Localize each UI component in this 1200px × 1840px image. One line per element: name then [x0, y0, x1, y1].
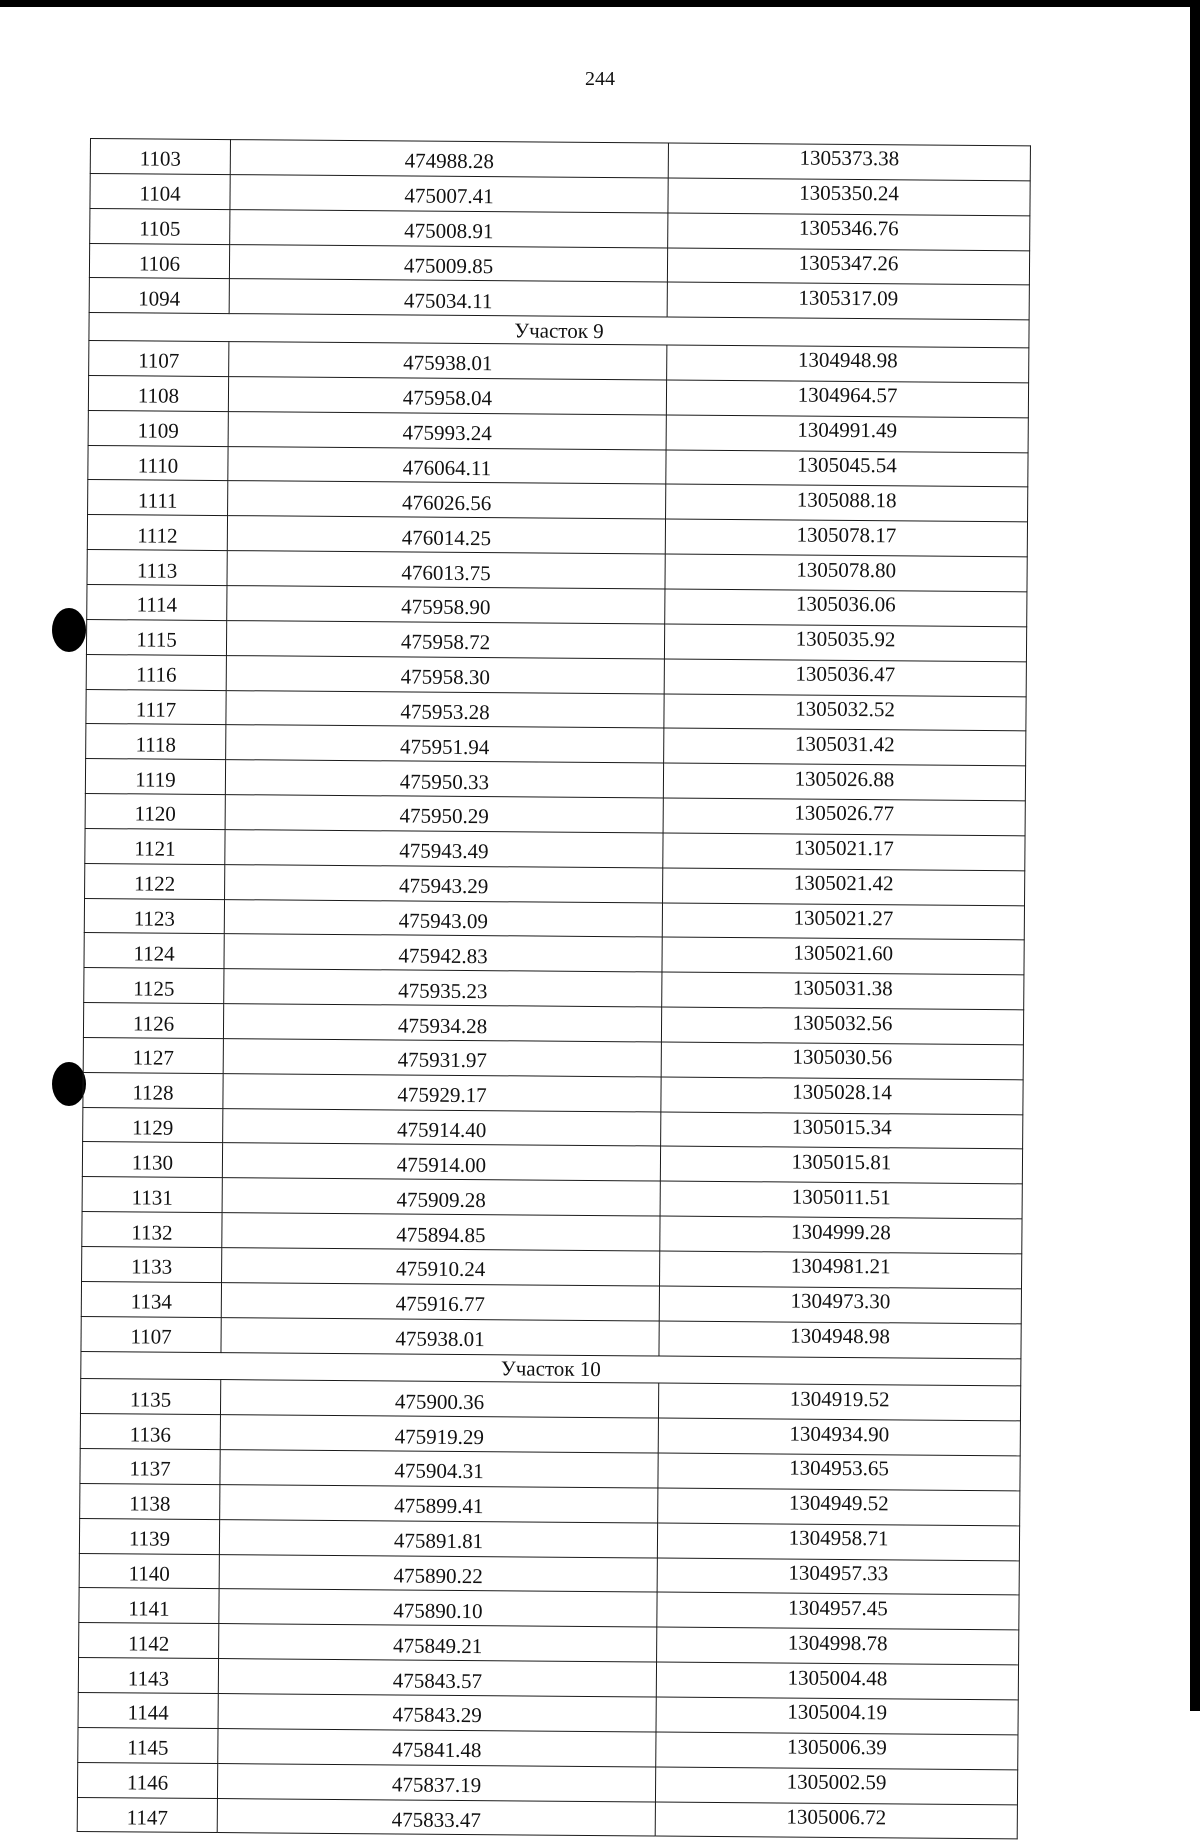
x-coordinate-cell: 475934.28 [223, 1004, 661, 1042]
y-coordinate-cell: 1304957.45 [657, 1592, 1019, 1630]
x-coordinate-cell: 475890.10 [219, 1589, 657, 1627]
table-row [77, 1797, 1017, 1839]
y-coordinate-cell: 1304953.65 [658, 1453, 1020, 1491]
x-coordinate-cell: 474988.28 [230, 140, 668, 178]
x-coordinate-cell: 475034.11 [229, 279, 667, 317]
y-coordinate-cell: 1305006.39 [656, 1732, 1018, 1770]
point-number-cell: 1111 [88, 480, 228, 516]
y-coordinate-cell: 1305021.27 [662, 903, 1024, 941]
y-coordinate-cell: 1305026.77 [663, 798, 1025, 836]
coordinates-table [77, 138, 1031, 1840]
y-coordinate-cell: 1305031.38 [662, 972, 1024, 1010]
point-number-cell: 1118 [86, 724, 226, 760]
x-coordinate-cell: 475843.29 [218, 1694, 656, 1732]
point-number-cell: 1119 [85, 759, 225, 795]
x-coordinate-cell: 475950.33 [225, 760, 663, 798]
point-number-cell: 1128 [83, 1072, 223, 1108]
y-coordinate-cell: 1304958.71 [657, 1523, 1019, 1561]
x-coordinate-cell: 475849.21 [219, 1624, 657, 1662]
y-coordinate-cell: 1305036.06 [665, 589, 1027, 627]
x-coordinate-cell: 475894.85 [222, 1213, 660, 1251]
x-coordinate-cell: 475943.29 [225, 864, 663, 902]
x-coordinate-cell: 475899.41 [220, 1484, 658, 1522]
scan-edge-right [1190, 0, 1200, 1711]
x-coordinate-cell: 475958.04 [228, 377, 666, 415]
y-coordinate-cell: 1305028.14 [661, 1077, 1023, 1115]
point-number-cell: 1110 [88, 445, 228, 481]
y-coordinate-cell: 1305030.56 [661, 1042, 1023, 1080]
x-coordinate-cell: 475914.40 [223, 1108, 661, 1146]
point-number-cell: 1125 [84, 968, 224, 1004]
x-coordinate-cell: 475938.01 [221, 1317, 659, 1355]
point-number-cell: 1140 [79, 1553, 219, 1589]
y-coordinate-cell: 1305078.17 [665, 519, 1027, 557]
x-coordinate-cell: 475943.09 [224, 899, 662, 937]
point-number-cell: 1094 [89, 278, 229, 314]
page-number: 244 [585, 68, 615, 90]
y-coordinate-cell: 1305078.80 [665, 554, 1027, 592]
y-coordinate-cell: 1305031.42 [664, 728, 1026, 766]
x-coordinate-cell: 475904.31 [220, 1450, 658, 1488]
y-coordinate-cell: 1305346.76 [668, 213, 1030, 251]
point-number-cell: 1127 [83, 1037, 223, 1073]
point-number-cell: 1107 [89, 341, 229, 377]
point-number-cell: 1139 [79, 1518, 219, 1554]
x-coordinate-cell: 475900.36 [220, 1380, 658, 1418]
point-number-cell: 1143 [78, 1658, 218, 1694]
y-coordinate-cell: 1305035.92 [664, 624, 1026, 662]
y-coordinate-cell: 1304991.49 [666, 415, 1028, 453]
y-coordinate-cell: 1304998.78 [657, 1627, 1019, 1665]
point-number-cell: 1124 [84, 933, 224, 969]
point-number-cell: 1115 [86, 619, 226, 655]
x-coordinate-cell: 475942.83 [224, 934, 662, 972]
y-coordinate-cell: 1304949.52 [658, 1488, 1020, 1526]
point-number-cell: 1146 [77, 1762, 217, 1798]
x-coordinate-cell: 475929.17 [223, 1073, 661, 1111]
point-number-cell: 1107 [81, 1316, 221, 1352]
y-coordinate-cell: 1305004.19 [656, 1697, 1018, 1735]
y-coordinate-cell: 1304948.98 [667, 345, 1029, 383]
x-coordinate-cell: 475958.30 [226, 655, 664, 693]
x-coordinate-cell: 475958.90 [227, 586, 665, 624]
point-number-cell: 1144 [78, 1692, 218, 1728]
point-number-cell: 1121 [85, 828, 225, 864]
point-number-cell: 1131 [82, 1177, 222, 1213]
x-coordinate-cell: 475935.23 [224, 969, 662, 1007]
x-coordinate-cell: 475943.49 [225, 829, 663, 867]
x-coordinate-cell: 476014.25 [227, 516, 665, 554]
scan-edge-top [0, 0, 1200, 7]
y-coordinate-cell: 1304981.21 [660, 1251, 1022, 1289]
point-number-cell: 1106 [89, 243, 229, 279]
x-coordinate-cell: 475914.00 [222, 1143, 660, 1181]
point-number-cell: 1103 [90, 139, 230, 175]
point-number-cell: 1141 [79, 1588, 219, 1624]
y-coordinate-cell: 1305317.09 [667, 282, 1029, 320]
y-coordinate-cell: 1305011.51 [660, 1181, 1022, 1219]
point-number-cell: 1114 [87, 584, 227, 620]
point-number-cell: 1108 [88, 375, 228, 411]
point-number-cell: 1112 [87, 515, 227, 551]
point-number-cell: 1133 [82, 1246, 222, 1282]
y-coordinate-cell: 1305006.72 [655, 1801, 1017, 1839]
y-coordinate-cell: 1305373.38 [668, 143, 1030, 181]
x-coordinate-cell: 475953.28 [226, 690, 664, 728]
x-coordinate-cell: 476026.56 [228, 481, 666, 519]
x-coordinate-cell: 475958.72 [226, 620, 664, 658]
y-coordinate-cell: 1305347.26 [667, 248, 1029, 286]
y-coordinate-cell: 1305088.18 [666, 484, 1028, 522]
x-coordinate-cell: 475843.57 [218, 1659, 656, 1697]
x-coordinate-cell: 475916.77 [221, 1282, 659, 1320]
point-number-cell: 1123 [84, 898, 224, 934]
y-coordinate-cell: 1304948.98 [659, 1321, 1021, 1359]
point-number-cell: 1104 [90, 173, 230, 209]
x-coordinate-cell: 475833.47 [217, 1798, 655, 1836]
coordinates-table-body [77, 139, 1030, 1840]
x-coordinate-cell: 475837.19 [217, 1763, 655, 1801]
x-coordinate-cell: 476064.11 [228, 446, 666, 484]
point-number-cell: 1113 [87, 550, 227, 586]
point-number-cell: 1130 [82, 1142, 222, 1178]
y-coordinate-cell: 1304964.57 [666, 380, 1028, 418]
punch-hole [52, 1062, 86, 1106]
x-coordinate-cell: 475009.85 [229, 244, 667, 282]
x-coordinate-cell: 475890.22 [219, 1554, 657, 1592]
y-coordinate-cell: 1305002.59 [655, 1767, 1017, 1805]
section-label: Участок 9 [89, 313, 1029, 348]
point-number-cell: 1142 [79, 1623, 219, 1659]
y-coordinate-cell: 1304973.30 [659, 1286, 1021, 1324]
y-coordinate-cell: 1305021.42 [663, 868, 1025, 906]
x-coordinate-cell: 475891.81 [219, 1519, 657, 1557]
point-number-cell: 1138 [80, 1483, 220, 1519]
point-number-cell: 1105 [90, 208, 230, 244]
point-number-cell: 1135 [80, 1379, 220, 1415]
y-coordinate-cell: 1304957.33 [657, 1558, 1019, 1596]
x-coordinate-cell: 475910.24 [222, 1248, 660, 1286]
point-number-cell: 1126 [83, 1003, 223, 1039]
x-coordinate-cell: 475931.97 [223, 1039, 661, 1077]
y-coordinate-cell: 1305032.52 [664, 694, 1026, 732]
x-coordinate-cell: 475841.48 [218, 1728, 656, 1766]
y-coordinate-cell: 1304999.28 [660, 1216, 1022, 1254]
punch-hole [52, 608, 86, 652]
coordinates-table-wrapper [77, 138, 1030, 1840]
point-number-cell: 1109 [88, 410, 228, 446]
x-coordinate-cell: 475909.28 [222, 1178, 660, 1216]
y-coordinate-cell: 1305045.54 [666, 450, 1028, 488]
point-number-cell: 1116 [86, 654, 226, 690]
y-coordinate-cell: 1305015.81 [660, 1146, 1022, 1184]
y-coordinate-cell: 1305026.88 [663, 763, 1025, 801]
point-number-cell: 1145 [78, 1727, 218, 1763]
point-number-cell: 1132 [82, 1212, 222, 1248]
point-number-cell: 1137 [80, 1449, 220, 1485]
y-coordinate-cell: 1305015.34 [661, 1112, 1023, 1150]
x-coordinate-cell: 475950.29 [225, 795, 663, 833]
y-coordinate-cell: 1305036.47 [664, 659, 1026, 697]
x-coordinate-cell: 475938.01 [229, 342, 667, 380]
y-coordinate-cell: 1305021.60 [662, 937, 1024, 975]
y-coordinate-cell: 1304919.52 [658, 1383, 1020, 1421]
point-number-cell: 1147 [77, 1797, 217, 1833]
point-number-cell: 1134 [81, 1281, 221, 1317]
x-coordinate-cell: 475993.24 [228, 411, 666, 449]
y-coordinate-cell: 1305350.24 [668, 178, 1030, 216]
x-coordinate-cell: 475008.91 [230, 209, 668, 247]
y-coordinate-cell: 1304934.90 [658, 1418, 1020, 1456]
point-number-cell: 1117 [86, 689, 226, 725]
y-coordinate-cell: 1305021.17 [663, 833, 1025, 871]
y-coordinate-cell: 1305032.56 [661, 1007, 1023, 1045]
point-number-cell: 1122 [85, 863, 225, 899]
point-number-cell: 1136 [80, 1414, 220, 1450]
x-coordinate-cell: 475951.94 [226, 725, 664, 763]
point-number-cell: 1129 [83, 1107, 223, 1143]
x-coordinate-cell: 475919.29 [220, 1415, 658, 1453]
x-coordinate-cell: 475007.41 [230, 174, 668, 212]
point-number-cell: 1120 [85, 794, 225, 830]
section-label: Участок 10 [81, 1351, 1021, 1386]
x-coordinate-cell: 476013.75 [227, 551, 665, 589]
y-coordinate-cell: 1305004.48 [656, 1662, 1018, 1700]
